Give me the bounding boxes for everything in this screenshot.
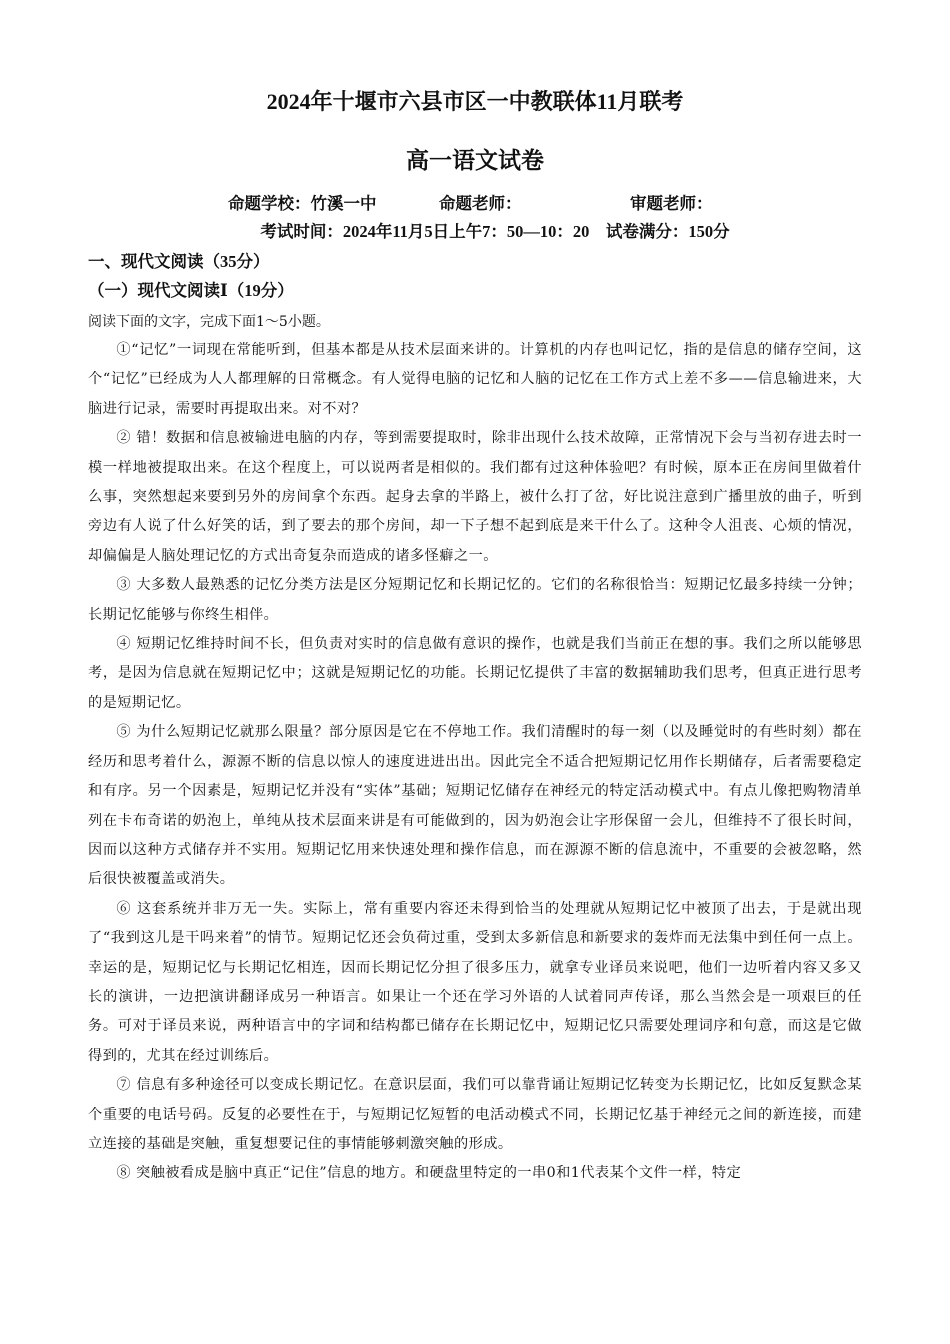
setter-label: 命题老师： [439,194,522,213]
paragraph-7: ⑦ 信息有多种途径可以变成长期记忆。在意识层面，我们可以靠背诵让短期记忆转变为长期记忆，比如反复默念某个重要的电话号码。反复的必要性在于，与短期记忆短暂的电活动模式不同，长期记忆基于神经元之间的新连接，而建立连接的基础是突触，重复想要记住的事情能够刺激突触的形成。 [88,1077,862,1152]
exam-time-info: 考试时间：2024年11月5日上午7：50—10：20 试卷满分：150分 [260,222,730,241]
reading-instruction: 阅读下面的文字，完成下面1～5小题。 [88,314,330,330]
section-heading: 一、现代文阅读（35分） [88,252,270,271]
school-label: 命题学校：竹溪一中 [228,194,377,213]
paragraph-6: ⑥ 这套系统并非万无一失。实际上，常有重要内容还未得到恰当的处理就从短期记忆中被顶了出去，于是就出现了“我到这儿是干吗来着”的情节。短期记忆还会负荷过重，受到太多新信息和新要求的轰炸而无法集中到任何一点上。幸运的是，短期记忆与长期记忆相连，因而长期记忆分担了很多压力，就拿专业译员来说吧，他们一边听着内容又多又长的演讲，一边把演讲翻译成另一种语言。如果让一个还在学习外语的人试着同声传译，那么当然会是一项艰巨的任务。可对于译员来说，两种语言中的字词和结构都已储存在长期记忆中，短期记忆只需要处理词序和句意，而这是它做得到的，尤其在经过训练后。 [88,900,862,1064]
exam-subtitle: 高一语文试卷 [406,148,544,173]
subsection-heading: （一）现代文阅读Ⅰ（19分） [88,281,294,300]
paragraph-2: ② 错！数据和信息被输进电脑的内存，等到需要提取时，除非出现什么技术故障，正常情况下会与当初存进去时一模一样地被提取出来。在这个程度上，可以说两者是相似的。我们都有过这种体验吧？有时候，原本正在房间里做着什么事，突然想起来要到另外的房间拿个东西。起身去拿的半路上，被什么打了岔，好比说注意到广播里放的曲子，听到旁边有人说了什么好笑的话，到了要去的那个房间，却一下子想不起到底是来干什么了。这种令人沮丧、心烦的情况，却偏偏是人脑处理记忆的方式出奇复杂而造成的诸多怪癖之一。 [88,430,862,564]
paragraph-3: ③ 大多数人最熟悉的记忆分类方法是区分短期记忆和长期记忆的。它们的名称很恰当：短期记忆最多持续一分钟；长期记忆能够与你终生相伴。 [88,577,862,623]
exam-title: 2024年十堰市六县市区一中教联体11月联考 [266,89,684,114]
paragraph-1: ①“记忆”一词现在常能听到，但基本都是从技术层面来讲的。计算机的内存也叫记忆，指的是信息的储存空间，这个“记忆”已经成为人人都理解的日常概念。有人觉得电脑的记忆和人脑的记忆在工作方式上差不多——信息输进来，大脑进行记录，需要时再提取出来。对不对？ [88,342,862,417]
paragraph-4: ④ 短期记忆维持时间不长，但负责对实时的信息做有意识的操作，也就是我们当前正在想的事。我们之所以能够思考，是因为信息就在短期记忆中；这就是短期记忆的功能。长期记忆提供了丰富的数据辅助我们思考，但真正进行思考的是短期记忆。 [88,636,862,711]
reviewer-label: 审题老师： [630,194,713,213]
reading-passage [88,336,862,1189]
paragraph-8: ⑧ 突触被看成是脑中真正“记住”信息的地方。和硬盘里特定的一串0和1代表某个文件一样，特定 [116,1165,742,1182]
paragraph-5: ⑤ 为什么短期记忆就那么限量？部分原因是它在不停地工作。我们清醒时的每一刻（以及睡觉时的有些时刻）都在经历和思考着什么，源源不断的信息以惊人的速度进进出出。因此完全不适合把短期记忆用作长期储存，后者需要稳定和有序。另一个因素是，短期记忆并没有“实体”基础；短期记忆储存在神经元的特定活动模式中。有点儿像把购物清单列在卡布奇诺的奶泡上，单纯从技术层面来讲是有可能做到的，因为奶泡会让字形保留一会儿，但维持不了很长时间，因而以这种方式储存并不实用。短期记忆用来快速处理和操作信息，而在源源不断的信息流中，不重要的会被忽略，然后很快被覆盖或消失。 [88,724,862,888]
